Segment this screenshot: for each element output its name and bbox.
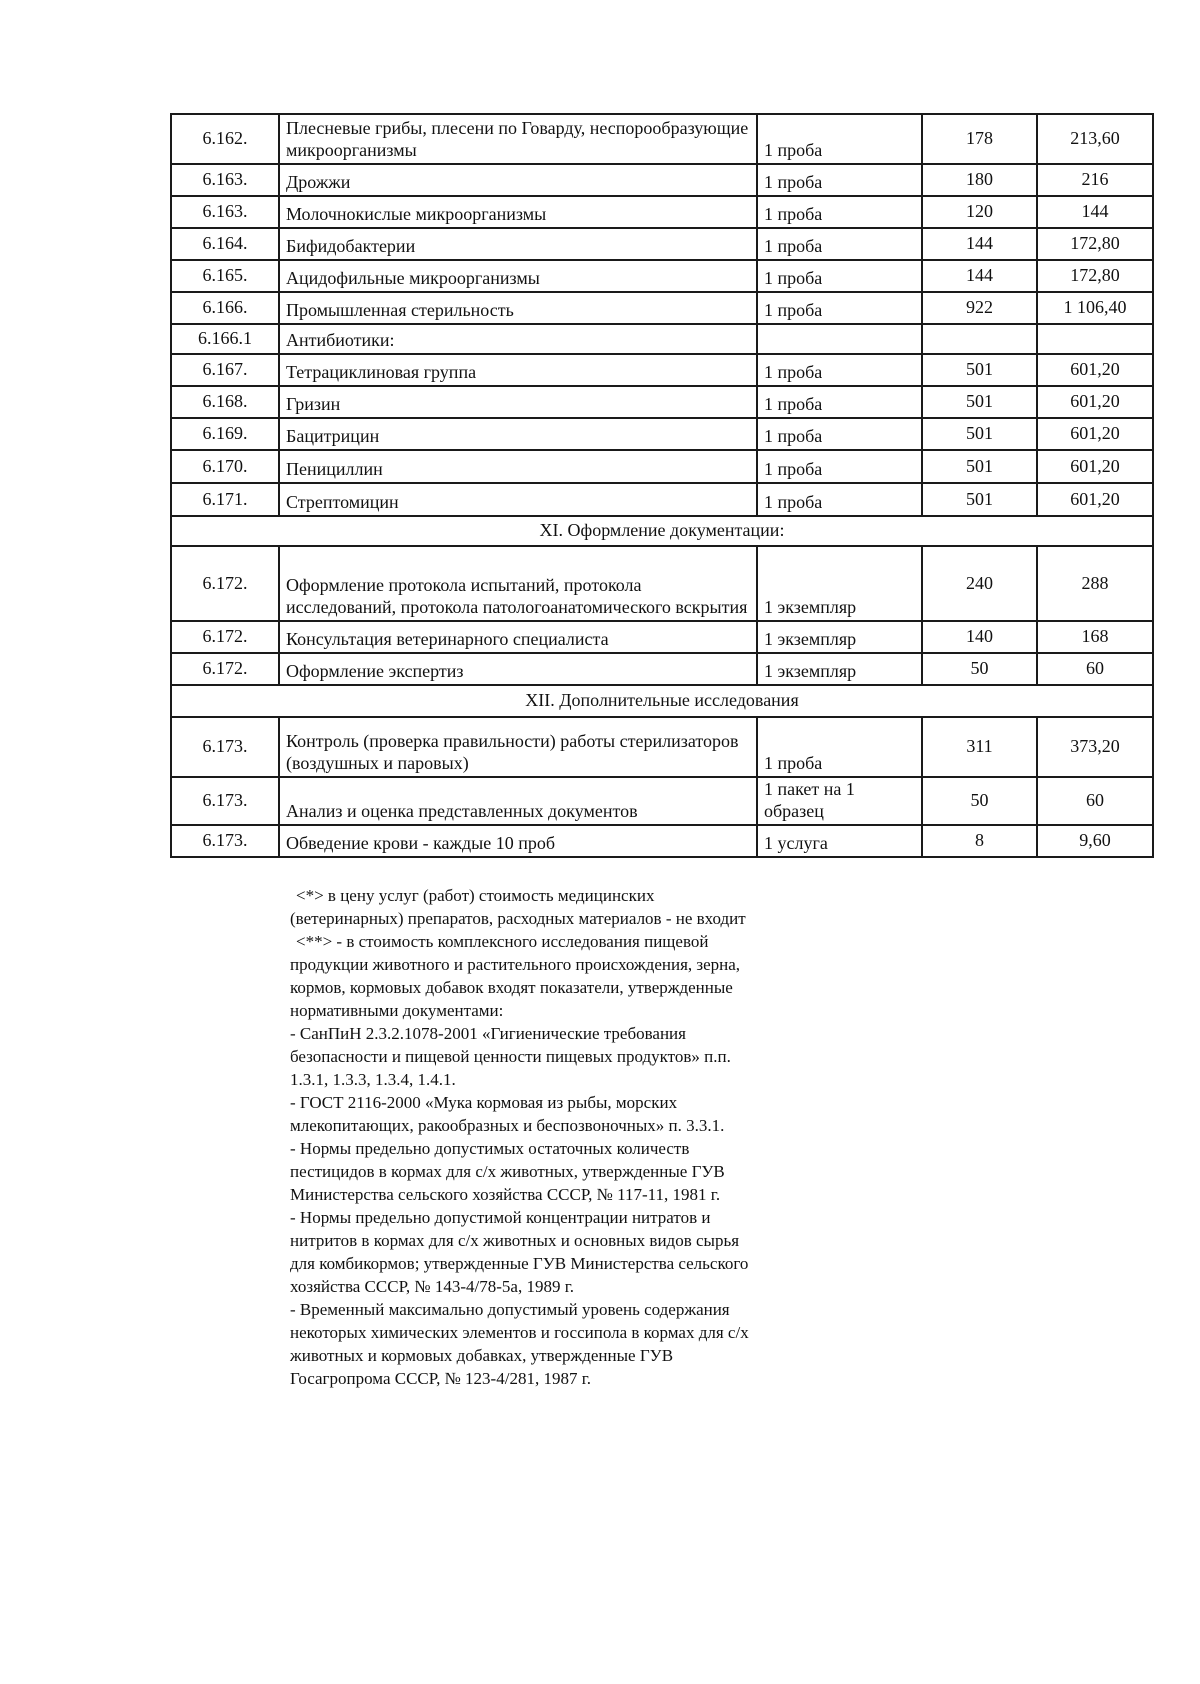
price-with-vat: 601,20	[1037, 354, 1153, 386]
unit-of-measure: 1 услуга	[757, 825, 922, 857]
price-with-vat	[1037, 324, 1153, 354]
price-without-vat: 120	[922, 196, 1037, 228]
footnote-2: <**> - в стоимость комплексного исследования пищевой продукции животного и растительного происхождения, зерна, кормов, кормовых добавок входят показатели, утвержденные нормативными документами:	[290, 932, 741, 1020]
table-row	[171, 450, 1153, 483]
price-without-vat: 501	[922, 386, 1037, 418]
unit-of-measure: 1 проба	[757, 260, 922, 292]
price-without-vat: 8	[922, 825, 1037, 857]
service-name: Дрожжи	[279, 164, 757, 196]
row-number: 6.162.	[171, 114, 279, 164]
unit-of-measure: 1 проба	[757, 354, 922, 386]
footnote-nitrates: - Нормы предельно допустимой концентрации нитратов и нитритов в кормах для с/х животных и основных видов сырья для комбикормов; утвержденные ГУВ Министерства сельского хозяйства СССР, № 143-4/78-5а, 1989 г.	[290, 1208, 749, 1296]
footnote-pesticides: - Нормы предельно допустимых остаточных количеств пестицидов в кормах для с/х животных, утвержденные ГУВ Министерства сельского хозяйства СССР, № 117-11, 1981 г.	[290, 1139, 725, 1204]
row-number: 6.172.	[171, 653, 279, 685]
row-number: 6.173.	[171, 825, 279, 857]
table-row	[171, 114, 1153, 164]
unit-of-measure: 1 проба	[757, 717, 922, 777]
price-with-vat: 213,60	[1037, 114, 1153, 164]
price-with-vat: 601,20	[1037, 483, 1153, 516]
unit-of-measure: 1 проба	[757, 483, 922, 516]
price-without-vat: 501	[922, 418, 1037, 450]
table-row	[171, 621, 1153, 653]
service-name: Тетрациклиновая группа	[279, 354, 757, 386]
price-without-vat: 50	[922, 653, 1037, 685]
row-number: 6.167.	[171, 354, 279, 386]
service-name: Ацидофильные микроорганизмы	[279, 260, 757, 292]
section-title: XI. Оформление документации:	[171, 516, 1153, 546]
price-without-vat: 144	[922, 260, 1037, 292]
row-number: 6.172.	[171, 621, 279, 653]
service-name: Оформление экспертиз	[279, 653, 757, 685]
row-number: 6.164.	[171, 228, 279, 260]
row-number: 6.171.	[171, 483, 279, 516]
price-with-vat: 288	[1037, 546, 1153, 621]
unit-of-measure: 1 пакет на 1 образец	[757, 777, 922, 825]
section-header-row	[171, 685, 1153, 717]
price-with-vat: 601,20	[1037, 386, 1153, 418]
row-number: 6.170.	[171, 450, 279, 483]
price-with-vat: 601,20	[1037, 418, 1153, 450]
price-with-vat: 172,80	[1037, 260, 1153, 292]
price-with-vat: 373,20	[1037, 717, 1153, 777]
service-name: Анализ и оценка представленных документов	[279, 777, 757, 825]
service-name: Бифидобактерии	[279, 228, 757, 260]
unit-of-measure: 1 проба	[757, 386, 922, 418]
price-without-vat: 501	[922, 354, 1037, 386]
unit-of-measure: 1 проба	[757, 164, 922, 196]
unit-of-measure: 1 проба	[757, 450, 922, 483]
table-row	[171, 354, 1153, 386]
price-without-vat: 311	[922, 717, 1037, 777]
table-row	[171, 653, 1153, 685]
service-name: Стрептомицин	[279, 483, 757, 516]
row-number: 6.163.	[171, 164, 279, 196]
price-without-vat: 180	[922, 164, 1037, 196]
table-row	[171, 292, 1153, 324]
price-with-vat: 60	[1037, 777, 1153, 825]
row-number: 6.168.	[171, 386, 279, 418]
service-name: Молочнокислые микроорганизмы	[279, 196, 757, 228]
footnote-gost: - ГОСТ 2116-2000 «Мука кормовая из рыбы, морских млекопитающих, ракообразных и беспозвоночных» п. 3.3.1.	[290, 1093, 725, 1135]
price-without-vat: 501	[922, 483, 1037, 516]
price-table-body	[171, 114, 1153, 857]
price-with-vat: 216	[1037, 164, 1153, 196]
price-without-vat: 140	[922, 621, 1037, 653]
table-row	[171, 546, 1153, 621]
price-table	[170, 113, 1154, 858]
section-header-row	[171, 516, 1153, 546]
price-with-vat: 1 106,40	[1037, 292, 1153, 324]
price-without-vat: 240	[922, 546, 1037, 621]
price-with-vat: 60	[1037, 653, 1153, 685]
row-number: 6.173.	[171, 777, 279, 825]
table-row	[171, 777, 1153, 825]
row-number: 6.169.	[171, 418, 279, 450]
row-number: 6.166.	[171, 292, 279, 324]
footnotes	[290, 884, 760, 1390]
price-without-vat: 922	[922, 292, 1037, 324]
table-row	[171, 164, 1153, 196]
unit-of-measure	[757, 324, 922, 354]
footnote-sanpin: - СанПиН 2.3.2.1078-2001 «Гигиенические требования безопасности и пищевой ценности пищевых продуктов» п.п. 1.3.1, 1.3.3, 1.3.4, 1.4.1.	[290, 1024, 731, 1089]
service-name: Пенициллин	[279, 450, 757, 483]
price-with-vat: 172,80	[1037, 228, 1153, 260]
price-without-vat: 144	[922, 228, 1037, 260]
price-with-vat: 144	[1037, 196, 1153, 228]
row-number: 6.163.	[171, 196, 279, 228]
table-row	[171, 386, 1153, 418]
price-without-vat: 50	[922, 777, 1037, 825]
service-name: Оформление протокола испытаний, протокола исследований, протокола патологоанатомического вскрытия	[279, 546, 757, 621]
table-row	[171, 260, 1153, 292]
unit-of-measure: 1 экземпляр	[757, 621, 922, 653]
table-row	[171, 717, 1153, 777]
unit-of-measure: 1 проба	[757, 196, 922, 228]
service-name: Гризин	[279, 386, 757, 418]
table-row	[171, 483, 1153, 516]
price-without-vat: 178	[922, 114, 1037, 164]
table-row	[171, 228, 1153, 260]
table-row	[171, 196, 1153, 228]
service-name: Антибиотики:	[279, 324, 757, 354]
footnote-elements: - Временный максимально допустимый уровень содержания некоторых химических элементов и госсипола в кормах для с/х животных и кормовых добавках, утвержденные ГУВ Госагропрома СССР, № 123-4/281, 1987 г.	[290, 1300, 749, 1388]
table-row	[171, 418, 1153, 450]
unit-of-measure: 1 проба	[757, 292, 922, 324]
row-number: 6.165.	[171, 260, 279, 292]
unit-of-measure: 1 проба	[757, 114, 922, 164]
service-name: Контроль (проверка правильности) работы стерилизаторов (воздушных и паровых)	[279, 717, 757, 777]
price-without-vat	[922, 324, 1037, 354]
unit-of-measure: 1 экземпляр	[757, 653, 922, 685]
section-title: XII. Дополнительные исследования	[171, 685, 1153, 717]
unit-of-measure: 1 экземпляр	[757, 546, 922, 621]
service-name: Консультация ветеринарного специалиста	[279, 621, 757, 653]
footnote-1: <*> в цену услуг (работ) стоимость медицинских (ветеринарных) препаратов, расходных материалов - не входит	[290, 886, 746, 928]
price-with-vat: 9,60	[1037, 825, 1153, 857]
table-row	[171, 324, 1153, 354]
service-name: Обведение крови - каждые 10 проб	[279, 825, 757, 857]
unit-of-measure: 1 проба	[757, 228, 922, 260]
row-number: 6.172.	[171, 546, 279, 621]
price-with-vat: 601,20	[1037, 450, 1153, 483]
row-number: 6.166.1	[171, 324, 279, 354]
row-number: 6.173.	[171, 717, 279, 777]
service-name: Плесневые грибы, плесени по Говарду, неспорообразующие микроорганизмы	[279, 114, 757, 164]
price-with-vat: 168	[1037, 621, 1153, 653]
unit-of-measure: 1 проба	[757, 418, 922, 450]
service-name: Промышленная стерильность	[279, 292, 757, 324]
service-name: Бацитрицин	[279, 418, 757, 450]
price-without-vat: 501	[922, 450, 1037, 483]
table-row	[171, 825, 1153, 857]
